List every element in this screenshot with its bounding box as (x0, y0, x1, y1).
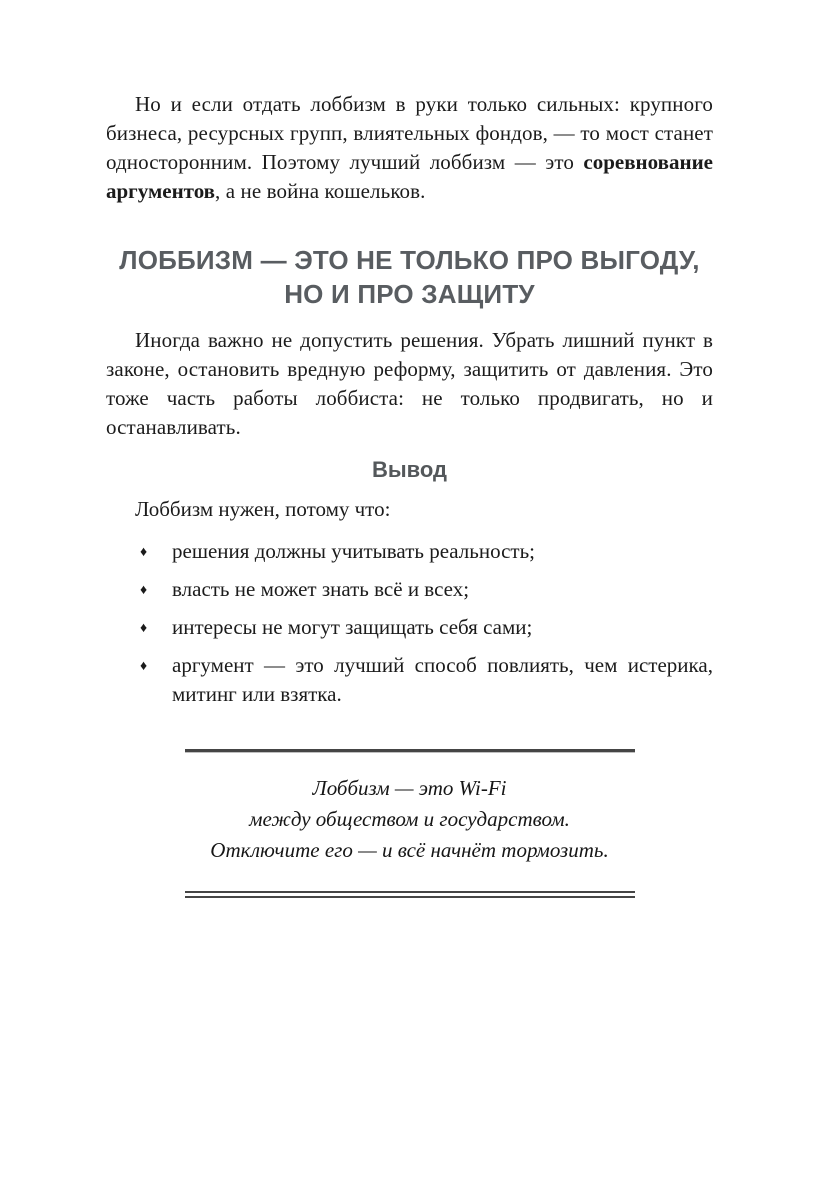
paragraph1-bold-phrase: соревнование аргументов (106, 150, 713, 203)
diamond-bullet-icon: ♦ (140, 583, 148, 598)
quote-text (185, 752, 635, 891)
list-item-text: аргумент — это лучший способ повлиять, чем истерика, митинг или взятка. (172, 653, 713, 706)
section-heading-line1: ЛОББИЗМ — ЭТО НЕ ТОЛЬКО ПРО ВЫГОДУ, (119, 245, 700, 275)
list-item-text: власть не может знать всё и всех; (172, 577, 470, 601)
list-item (106, 651, 713, 709)
diamond-bullet-icon: ♦ (140, 659, 148, 674)
paragraph-protection: Иногда важно не допустить решения. Убрать лишний пункт в законе, остановить вредную реформу, защитить от давления. Это тоже часть работы лоббиста: не только продвигать, но и останавливать. (106, 328, 713, 439)
diamond-bullet-icon: ♦ (140, 621, 148, 636)
page-content (106, 90, 713, 898)
list-item-text: интересы не могут защищать себя сами; (172, 615, 533, 639)
conclusion-list (106, 537, 713, 709)
paragraph-lobbying-competition (106, 90, 713, 206)
list-item (106, 575, 713, 604)
quote-line2: между обществом и государством. (249, 807, 570, 831)
list-item-text: решения должны учитывать реальность; (172, 539, 536, 563)
quote-line3: Отключите его — и всё начнёт тормозить. (210, 838, 609, 862)
list-item (106, 613, 713, 642)
paragraph1-lead: Но и если отдать лоббизм в руки только сильных: крупного бизнеса, ресурсных групп, влиятельных фондов, — то мост станет односторонним. Поэтому лучший лоббизм — это (106, 92, 713, 174)
section-heading (106, 243, 713, 311)
quote-line1: Лоббизм — это Wi-Fi (312, 776, 507, 800)
quote-bottom-rule (185, 891, 635, 898)
list-item (106, 537, 713, 566)
epigraph-quote-block (185, 749, 635, 898)
paragraph1-tail: , а не война кошельков. (215, 179, 426, 203)
section-heading-line2: НО И ПРО ЗАЩИТУ (284, 279, 535, 309)
list-intro: Лоббизм нужен, потому что: (135, 497, 391, 521)
diamond-bullet-icon: ♦ (140, 545, 148, 560)
conclusion-heading: Вывод (371, 457, 448, 482)
